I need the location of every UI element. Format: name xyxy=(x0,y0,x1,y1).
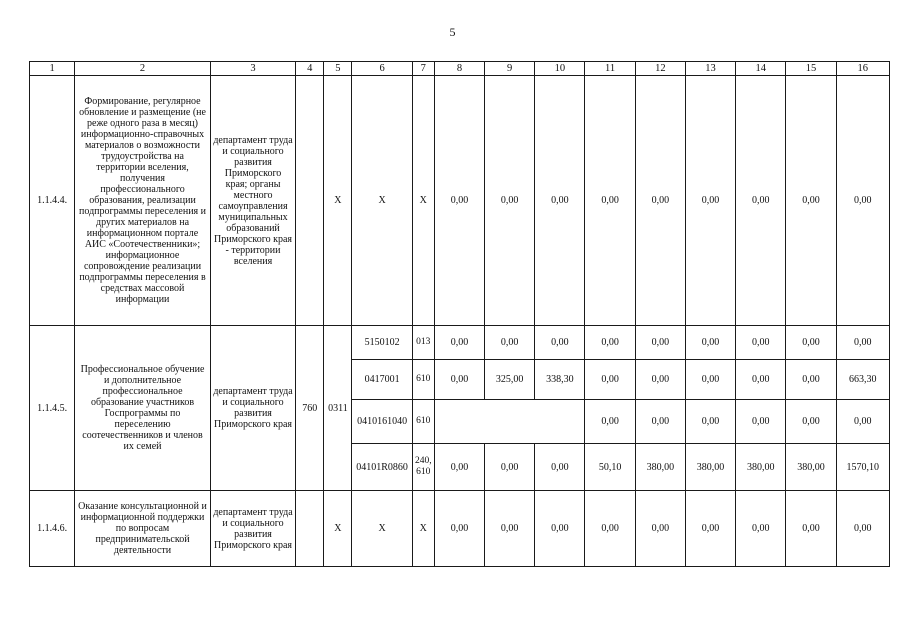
value-cell: 0,00 xyxy=(535,76,585,326)
header-cell: 8 xyxy=(434,62,484,76)
value-cell: 0,00 xyxy=(434,76,484,326)
row-department: департамент труда и социального развития Приморского края; органы местного самоуправления муниципальных образований Приморского края - территории вселения xyxy=(210,76,295,326)
header-cell: 14 xyxy=(736,62,786,76)
cell-c6: Х xyxy=(352,491,412,567)
budget-code: 0410161040 xyxy=(352,400,412,444)
cell-c7: Х xyxy=(412,491,434,567)
row-description: Оказание консультационной и информационной поддержки по вопросам предпринимательской деятельности xyxy=(75,491,211,567)
value-cell: 0,00 xyxy=(836,400,889,444)
header-cell: 3 xyxy=(210,62,295,76)
value-cell: 325,00 xyxy=(485,360,535,400)
value-cell: 0,00 xyxy=(635,76,685,326)
value-cell: 0,00 xyxy=(786,326,836,360)
cell-c5: Х xyxy=(324,76,352,326)
value-cell: 1570,10 xyxy=(836,444,889,491)
value-cell: 0,00 xyxy=(635,326,685,360)
value-cell: 0,00 xyxy=(585,326,635,360)
cell-c6: Х xyxy=(352,76,412,326)
value-cell: 0,00 xyxy=(736,360,786,400)
cell-c5: 0311 xyxy=(324,326,352,491)
value-cell: 0,00 xyxy=(685,76,735,326)
value-cell: 0,00 xyxy=(535,491,585,567)
value-cell: 0,00 xyxy=(786,76,836,326)
value-cell: 0,00 xyxy=(485,491,535,567)
value-cell: 663,30 xyxy=(836,360,889,400)
kvr-code: 013 xyxy=(412,326,434,360)
row-description: Профессиональное обучение и дополнительное профессиональное образование участников Госпрограммы по переселению соотечественников и членов их семей xyxy=(75,326,211,491)
value-cell: 0,00 xyxy=(685,400,735,444)
row-department: департамент труда и социального развития Приморского края xyxy=(210,491,295,567)
header-cell: 12 xyxy=(635,62,685,76)
value-cell: 0,00 xyxy=(635,400,685,444)
value-cell: 0,00 xyxy=(434,326,484,360)
value-cell: 0,00 xyxy=(836,326,889,360)
value-cell: 0,00 xyxy=(585,491,635,567)
kvr-code: 240, 610 xyxy=(412,444,434,491)
budget-code: 5150102 xyxy=(352,326,412,360)
value-cell: 50,10 xyxy=(585,444,635,491)
row-id: 1.1.4.5. xyxy=(30,326,75,491)
header-row xyxy=(30,62,890,76)
value-cell: 0,00 xyxy=(786,360,836,400)
value-cell: 0,00 xyxy=(685,326,735,360)
header-cell: 11 xyxy=(585,62,635,76)
value-cell: 0,00 xyxy=(786,400,836,444)
table-row xyxy=(30,76,890,326)
table-row xyxy=(30,326,890,360)
row-description: Формирование, регулярное обновление и размещение (не реже одного раза в месяц) информационно-справочных материалов о возможности трудоустройства на территории вселения, получения профессионального образования, реализации подпрограммы переселения и других материалов на информационном портале АИС «Соотечественники»; информационное сопровождение реализации подпрограммы переселения в средствах массовой информации xyxy=(75,76,211,326)
value-cell: 0,00 xyxy=(535,444,585,491)
header-cell: 10 xyxy=(535,62,585,76)
header-cell: 16 xyxy=(836,62,889,76)
value-cell: 338,30 xyxy=(535,360,585,400)
budget-code: 04101R0860 xyxy=(352,444,412,491)
value-cell: 380,00 xyxy=(736,444,786,491)
header-cell: 4 xyxy=(296,62,324,76)
header-cell: 6 xyxy=(352,62,412,76)
value-cell: 0,00 xyxy=(736,491,786,567)
row-id: 1.1.4.4. xyxy=(30,76,75,326)
kvr-code: 610 xyxy=(412,360,434,400)
value-cell: 380,00 xyxy=(635,444,685,491)
value-cell: 0,00 xyxy=(434,444,484,491)
header-cell: 13 xyxy=(685,62,735,76)
cell-c7: Х xyxy=(412,76,434,326)
budget-code: 0417001 xyxy=(352,360,412,400)
page-number: 5 xyxy=(449,25,456,39)
value-cell: 380,00 xyxy=(786,444,836,491)
value-cell: 0,00 xyxy=(434,491,484,567)
cell-c4 xyxy=(296,491,324,567)
header-cell: 9 xyxy=(485,62,535,76)
value-cell: 0,00 xyxy=(585,400,635,444)
value-cell: 0,00 xyxy=(836,491,889,567)
value-cell: 0,00 xyxy=(635,491,685,567)
cell-c5: Х xyxy=(324,491,352,567)
table-row xyxy=(30,491,890,567)
value-cell: 0,00 xyxy=(786,491,836,567)
value-cell: 0,00 xyxy=(685,360,735,400)
header-cell: 7 xyxy=(412,62,434,76)
cell-c4 xyxy=(296,76,324,326)
value-cell: 0,00 xyxy=(685,491,735,567)
value-cell: 0,00 xyxy=(585,360,635,400)
cell-c4: 760 xyxy=(296,326,324,491)
header-cell: 5 xyxy=(324,62,352,76)
budget-table xyxy=(29,61,890,567)
value-cell: 0,00 xyxy=(485,326,535,360)
value-cell: 0,00 xyxy=(836,76,889,326)
row-id: 1.1.4.6. xyxy=(30,491,75,567)
value-cell: 0,00 xyxy=(535,326,585,360)
header-cell: 1 xyxy=(30,62,75,76)
value-cell: 0,00 xyxy=(635,360,685,400)
header-cell: 2 xyxy=(75,62,211,76)
value-cell: 0,00 xyxy=(585,76,635,326)
row-department: департамент труда и социального развития Приморского края xyxy=(210,326,295,491)
header-cell: 15 xyxy=(786,62,836,76)
value-cell: 0,00 xyxy=(434,360,484,400)
kvr-code: 610 xyxy=(412,400,434,444)
value-cell: 0,00 xyxy=(736,76,786,326)
value-cell: 380,00 xyxy=(685,444,735,491)
empty-value-cell xyxy=(434,400,585,444)
value-cell: 0,00 xyxy=(485,444,535,491)
value-cell: 0,00 xyxy=(485,76,535,326)
value-cell: 0,00 xyxy=(736,326,786,360)
value-cell: 0,00 xyxy=(736,400,786,444)
